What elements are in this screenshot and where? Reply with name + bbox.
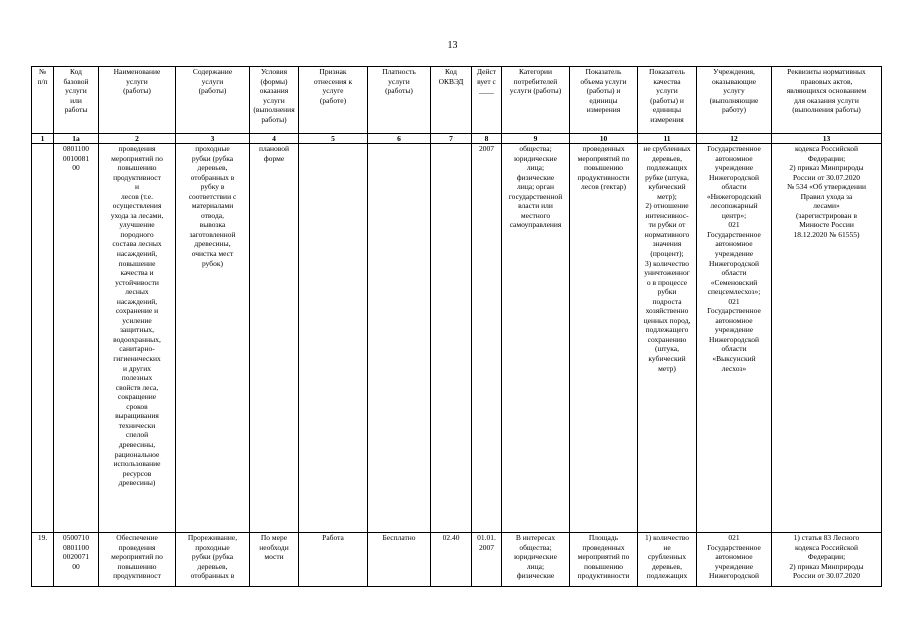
header-cell: Содержание услуги (работы) xyxy=(176,67,250,134)
payment-cell xyxy=(368,144,431,533)
legal-acts-cell: 1) статья 83 Лесного кодекса Российской Федерации; 2) приказ Минприроды России от 30.07.2020 xyxy=(772,533,882,587)
institutions-cell: 021 Государственное автономное учреждение Нижегородской xyxy=(697,533,772,587)
row-number-cell: 19. xyxy=(32,533,54,587)
okved-cell: 02.40 xyxy=(431,533,472,587)
service-type-cell xyxy=(299,144,368,533)
service-conditions-cell: плановой форме xyxy=(250,144,299,533)
header-cell: Условия (формы) оказания услуги (выполнения работы) xyxy=(250,67,299,134)
valid-from-cell: 01.01. 2007 xyxy=(472,533,502,587)
service-code-cell: 0500710 0801100 0020071 00 xyxy=(54,533,99,587)
column-number: 4 xyxy=(250,134,299,144)
column-number: 7 xyxy=(431,134,472,144)
column-number: 8 xyxy=(472,134,502,144)
service-type-cell: Работа xyxy=(299,533,368,587)
column-number: 13 xyxy=(772,134,882,144)
legal-acts-cell: кодекса Российской Федерации; 2) приказ Минприроды России от 30.07.2020 № 534 «Об утверждении Правил ухода за лесами» (зарегистрирован в Минюсте России 18.12.2020 № 61555) xyxy=(772,144,882,533)
header-cell: № п/п xyxy=(32,67,54,134)
column-number: 5 xyxy=(299,134,368,144)
column-number: 1 xyxy=(32,134,54,144)
header-cell: Платность услуги (работы) xyxy=(368,67,431,134)
column-number: 11 xyxy=(638,134,697,144)
service-code-cell: 0801100 0010081 00 xyxy=(54,144,99,533)
header-cell: Категории потребителей услуги (работы) xyxy=(502,67,570,134)
header-cell: Реквизиты нормативных правовых актов, являющихся основанием для оказания услуги (выполнения работы) xyxy=(772,67,882,134)
table-row xyxy=(32,144,882,533)
consumers-cell: В интересах общества; юридические лица; физические xyxy=(502,533,570,587)
header-cell: Код базовой услуги или работы xyxy=(54,67,99,134)
service-content-cell: проходные рубки (рубка деревьев, отобранных в рубку в соответствии с материалами отвода, вывозка заготовленной древесины, очистка мест рубок) xyxy=(176,144,250,533)
header-row xyxy=(32,67,882,134)
table-row xyxy=(32,533,882,587)
valid-from-cell: 2007 xyxy=(472,144,502,533)
service-content-cell: Прореживание, проходные рубки (рубка деревьев, отобранных в xyxy=(176,533,250,587)
header-cell: Учреждения, оказывающие услугу (выполняющие работу) xyxy=(697,67,772,134)
page-number: 13 xyxy=(447,40,458,51)
column-number: 3 xyxy=(176,134,250,144)
column-number: 10 xyxy=(570,134,638,144)
column-number: 9 xyxy=(502,134,570,144)
column-number: 1а xyxy=(54,134,99,144)
payment-cell: Бесплатно xyxy=(368,533,431,587)
quality-indicator-cell: не срубленных деревьев, подлежащих рубке (штука, кубический метр); 2) отношение интенсивнос- ти рубки от нормативного значения (процент); 3) количество уничтоженног о в процессе рубки подроста хозяйственно ценных пород, подлежащего сохранению (штука, кубический метр) xyxy=(638,144,697,533)
services-table xyxy=(31,66,882,587)
header-cell: Код ОКВЭД xyxy=(431,67,472,134)
volume-indicator-cell: Площадь проведенных мероприятий по повышению продуктивности xyxy=(570,533,638,587)
header-cell: Признак отнесения к услуге (работе) xyxy=(299,67,368,134)
okved-cell xyxy=(431,144,472,533)
header-cell: Показатель объема услуги (работы) и единицы измерения xyxy=(570,67,638,134)
service-conditions-cell: По мере необходи мости xyxy=(250,533,299,587)
header-cell: Показатель качества услуги (работы) и единицы измерения xyxy=(638,67,697,134)
column-number: 2 xyxy=(99,134,176,144)
quality-indicator-cell: 1) количество не срубленных деревьев, подлежащих xyxy=(638,533,697,587)
column-number: 6 xyxy=(368,134,431,144)
service-name-cell: проведения мероприятий по повышению продуктивност и лесов (т.е. осуществления ухода за лесами, улучшение породного состава лесных насаждений, повышение качества и устойчивости лесных насаждений, сохранение и усиление защитных, водоохранных, санитарно- гигиенических и других полезных свойств леса, сокращение сроков выращивания технически спелой древесины, рациональное использование ресурсов древесины) xyxy=(99,144,176,533)
institutions-cell: Государственное автономное учреждение Нижегородской области «Нижегородский лесопожарный центр»; 021 Государственное автономное учреждение Нижегородской области «Семеновский спецсемлесхоз»; 021 Государственное автономное учреждение Нижегородской области «Выксунский лесхоз» xyxy=(697,144,772,533)
column-number-row xyxy=(32,134,882,144)
column-number: 12 xyxy=(697,134,772,144)
row-number-cell xyxy=(32,144,54,533)
header-cell: Наименование услуги (работы) xyxy=(99,67,176,134)
service-name-cell: Обеспечение проведения мероприятий по повышению продуктивност xyxy=(99,533,176,587)
header-cell: Дейст вует с ____ xyxy=(472,67,502,134)
consumers-cell: общества; юридические лица; физические лица; орган государственной власти или местного самоуправления xyxy=(502,144,570,533)
volume-indicator-cell: проведенных мероприятий по повышению продуктивности лесов (гектар) xyxy=(570,144,638,533)
